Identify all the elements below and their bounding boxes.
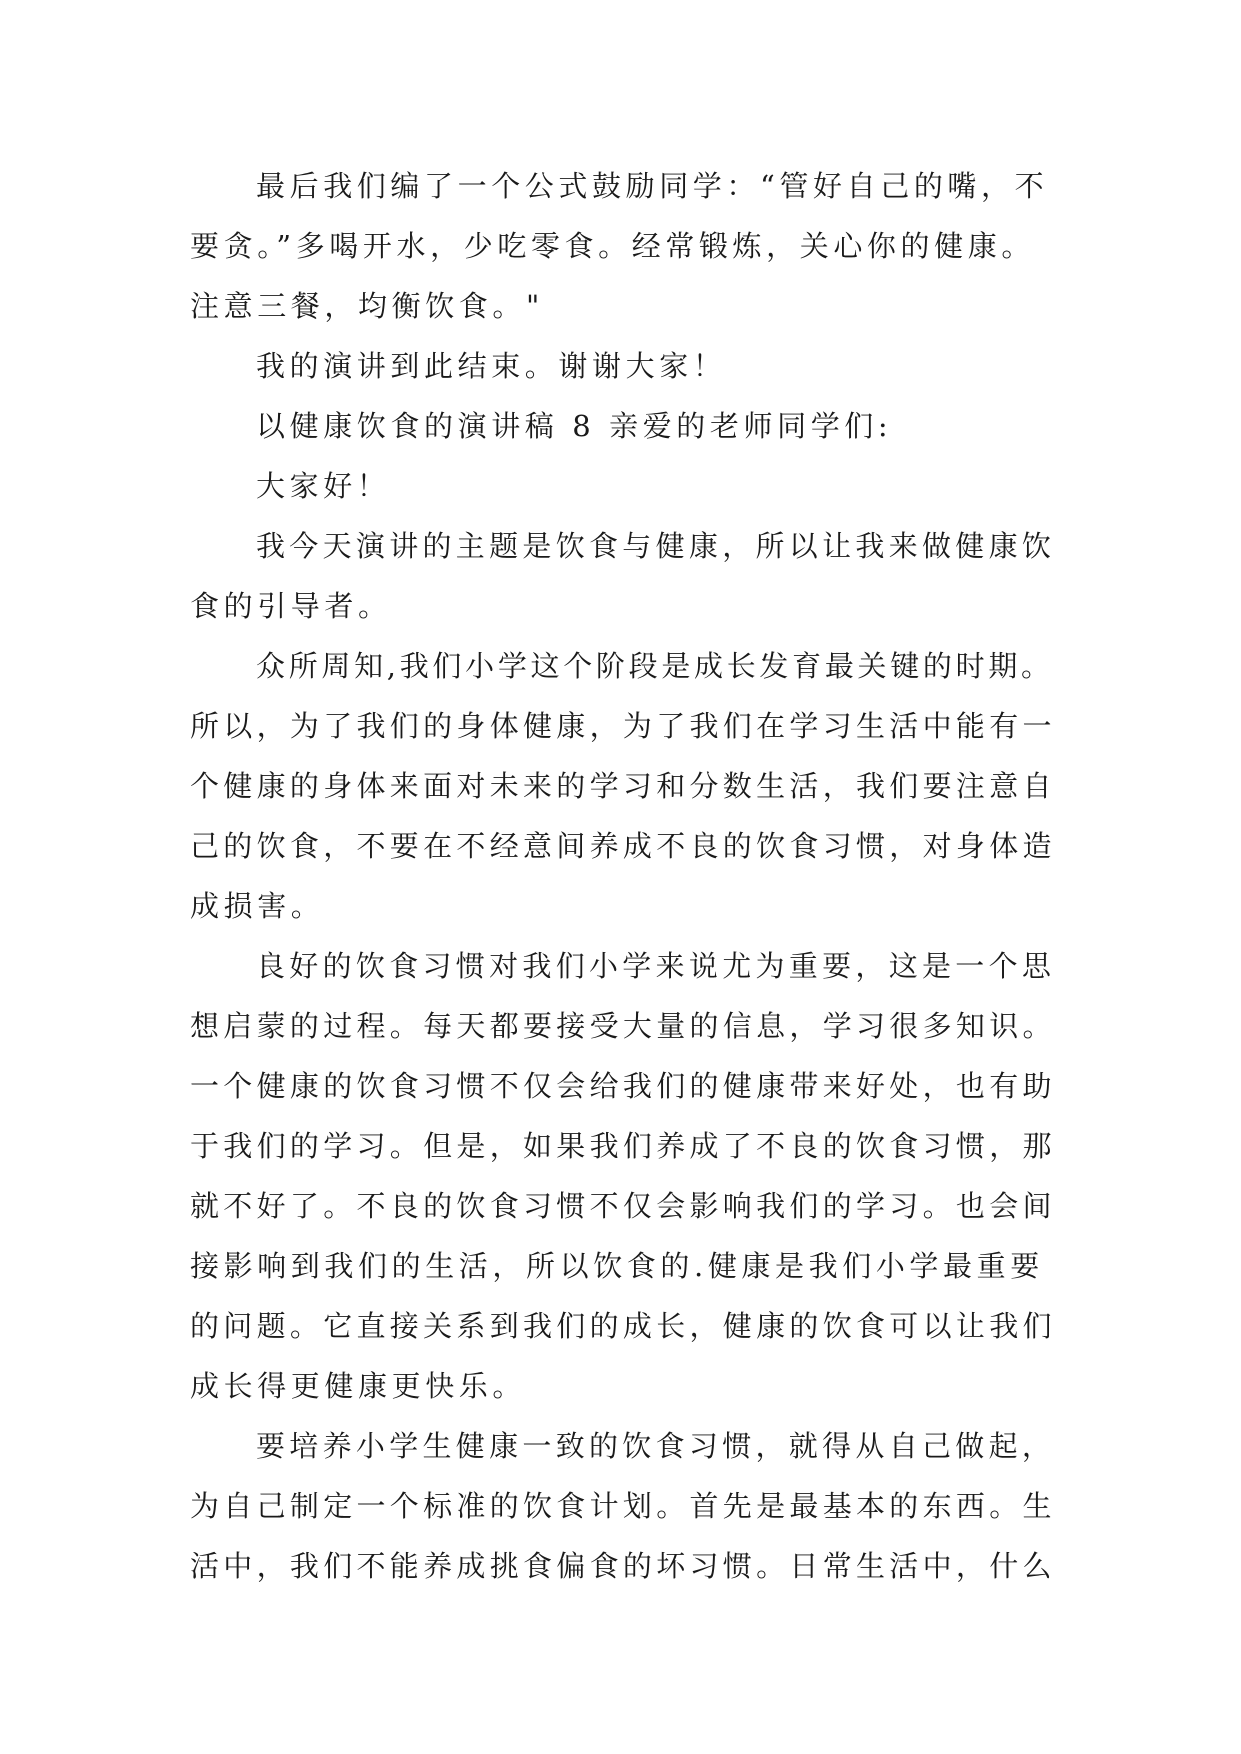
text-line: 的问题。它直接关系到我们的成长，健康的饮食可以让我们: [190, 1309, 1056, 1343]
text-line: 就不好了。不良的饮食习惯不仅会影响我们的学习。也会间: [190, 1189, 1056, 1223]
text-line: 所以，为了我们的身体健康，为了我们在学习生活中能有一: [190, 709, 1056, 743]
text-line: 要培养小学生健康一致的饮食习惯，就得从自己做起，: [256, 1429, 1056, 1463]
text-line: 食的引导者。: [190, 589, 392, 623]
text-line: 活中，我们不能养成挑食偏食的坏习惯。日常生活中，什么: [190, 1549, 1056, 1583]
text-line: 于我们的学习。但是，如果我们养成了不良的饮食习惯，那: [190, 1129, 1056, 1163]
text-line: 成长得更健康更快乐。: [190, 1369, 527, 1403]
text-line: 最后我们编了一个公式鼓励同学：“管好自己的嘴，不: [256, 169, 1049, 203]
text-line: 为自己制定一个标准的饮食计划。首先是最基本的东西。生: [190, 1489, 1056, 1523]
text-line: 接影响到我们的生活，所以饮食的.健康是我们小学最重要: [190, 1249, 1044, 1283]
text-line: 个健康的身体来面对未来的学习和分数生活，我们要注意自: [190, 769, 1056, 803]
text-line: 良好的饮食习惯对我们小学来说尤为重要，这是一个思: [256, 949, 1056, 983]
text-line: 想启蒙的过程。每天都要接受大量的信息，学习很多知识。: [190, 1009, 1056, 1043]
text-line: 众所周知,我们小学这个阶段是成长发育最关键的时期。: [256, 649, 1054, 683]
text-line: 要贪。”多喝开水，少吃零食。经常锻炼，关心你的健康。: [190, 229, 1035, 263]
text-line: 以健康饮食的演讲稿 8 亲爱的老师同学们:: [256, 409, 893, 443]
text-line: 我今天演讲的主题是饮食与健康，所以让我来做健康饮: [256, 529, 1056, 563]
text-line: 我的演讲到此结束。谢谢大家！: [256, 349, 727, 383]
text-line: 一个健康的饮食习惯不仅会给我们的健康带来好处，也有助: [190, 1069, 1056, 1103]
text-line: 注意三餐，均衡饮食。": [190, 289, 544, 323]
text-line: 己的饮食，不要在不经意间养成不良的饮食习惯，对身体造: [190, 829, 1056, 863]
text-line: 成损害。: [190, 889, 325, 923]
text-line: 大家好！: [256, 469, 391, 503]
